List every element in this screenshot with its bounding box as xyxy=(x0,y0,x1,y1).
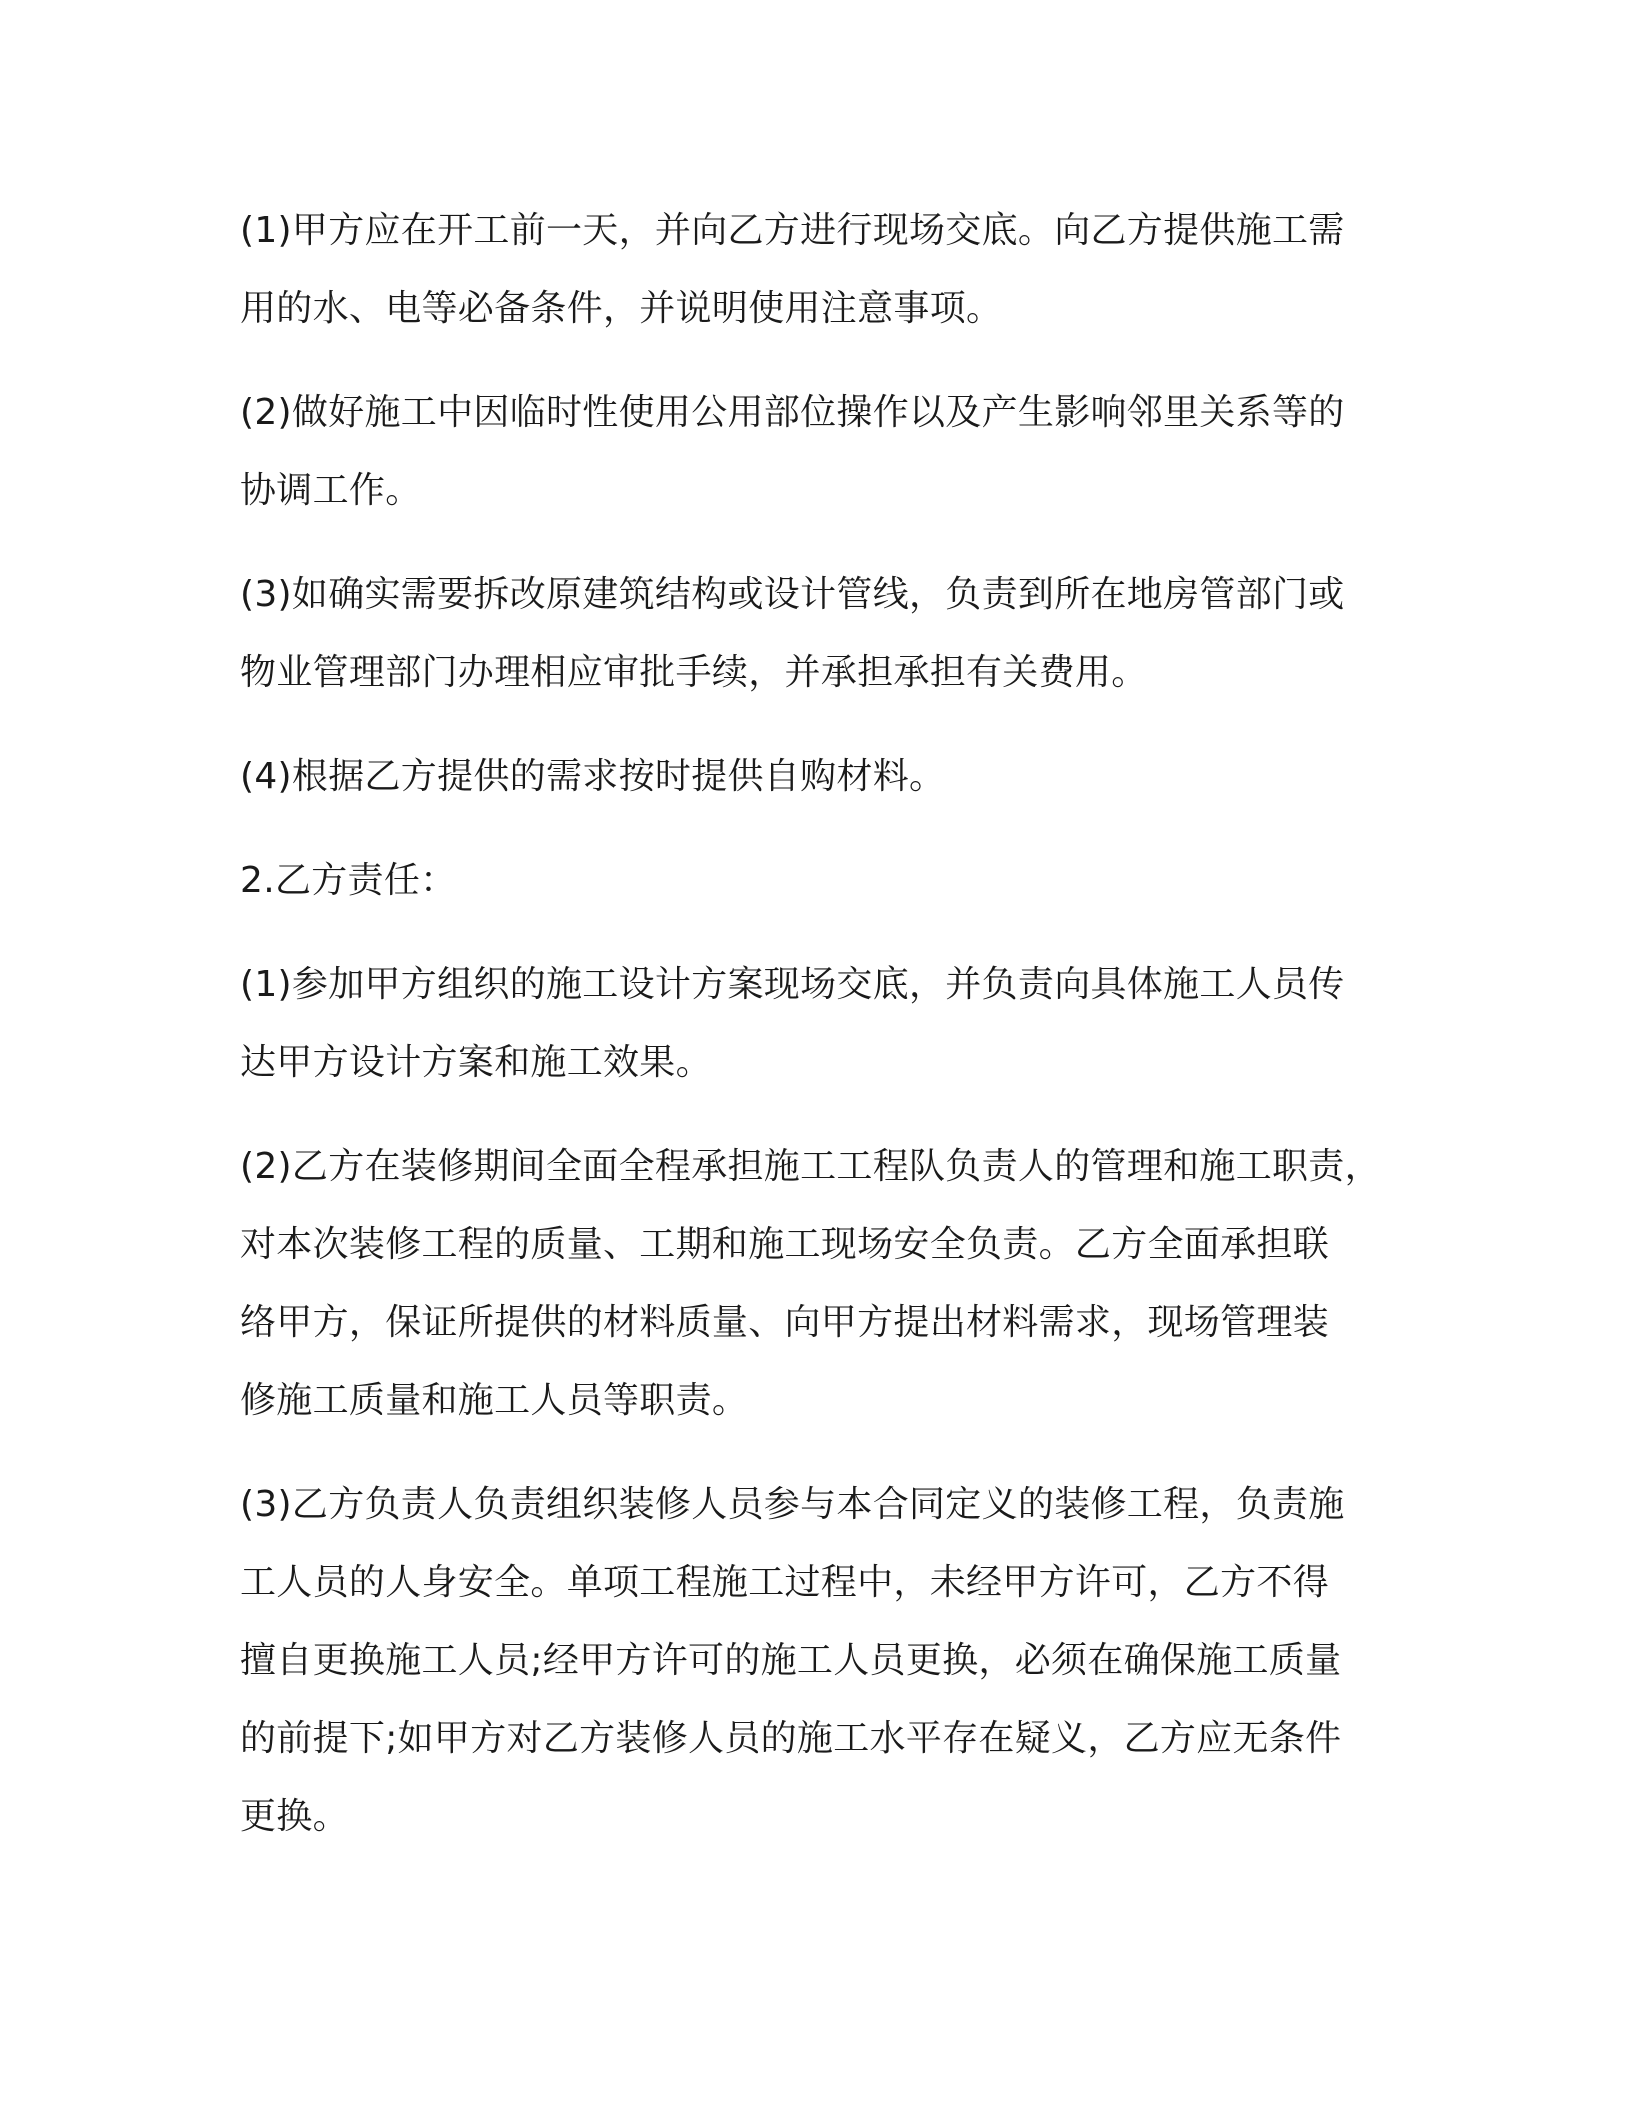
paragraph-party-a-2 xyxy=(240,374,1410,530)
text-line: (2)做好施工中因临时性使用公用部位操作以及产生影响邻里关系等的 xyxy=(240,392,1345,433)
paragraph-party-b-1 xyxy=(240,946,1410,1102)
document-body xyxy=(240,192,1410,1856)
text-line: 协调工作。 xyxy=(240,470,422,511)
text-line: 擅自更换施工人员;经甲方许可的施工人员更换，必须在确保施工质量 xyxy=(240,1640,1342,1681)
paragraph-party-a-1 xyxy=(240,192,1410,348)
text-line: 用的水、电等必备条件，并说明使用注意事项。 xyxy=(240,288,1003,329)
text-line: 修施工质量和施工人员等职责。 xyxy=(240,1380,749,1421)
text-line: (2)乙方在装修期间全面全程承担施工工程队负责人的管理和施工职责， xyxy=(240,1146,1381,1187)
paragraph-party-a-4 xyxy=(240,738,1410,816)
text-line: 络甲方，保证所提供的材料质量、向甲方提出材料需求，现场管理装 xyxy=(240,1302,1330,1343)
text-line: (1)甲方应在开工前一天，并向乙方进行现场交底。向乙方提供施工需 xyxy=(240,210,1345,251)
text-line: 工人员的人身安全。单项工程施工过程中，未经甲方许可，乙方不得 xyxy=(240,1562,1330,1603)
text-line: 2.乙方责任： xyxy=(240,860,457,901)
text-line: (4)根据乙方提供的需求按时提供自购材料。 xyxy=(240,756,946,797)
paragraph-party-b-3 xyxy=(240,1466,1410,1856)
text-line: (3)乙方负责人负责组织装修人员参与本合同定义的装修工程，负责施 xyxy=(240,1484,1345,1525)
text-line: 对本次装修工程的质量、工期和施工现场安全负责。乙方全面承担联 xyxy=(240,1224,1330,1265)
text-line: (3)如确实需要拆改原建筑结构或设计管线，负责到所在地房管部门或 xyxy=(240,574,1345,615)
section-heading-party-b xyxy=(240,842,1410,920)
text-line: 物业管理部门办理相应审批手续，并承担承担有关费用。 xyxy=(240,652,1148,693)
paragraph-party-b-2 xyxy=(240,1128,1410,1440)
paragraph-party-a-3 xyxy=(240,556,1410,712)
text-line: 的前提下;如甲方对乙方装修人员的施工水平存在疑义，乙方应无条件 xyxy=(240,1718,1342,1759)
text-line: (1)参加甲方组织的施工设计方案现场交底，并负责向具体施工人员传 xyxy=(240,964,1345,1005)
text-line: 更换。 xyxy=(240,1796,349,1837)
text-line: 达甲方设计方案和施工效果。 xyxy=(240,1042,712,1083)
